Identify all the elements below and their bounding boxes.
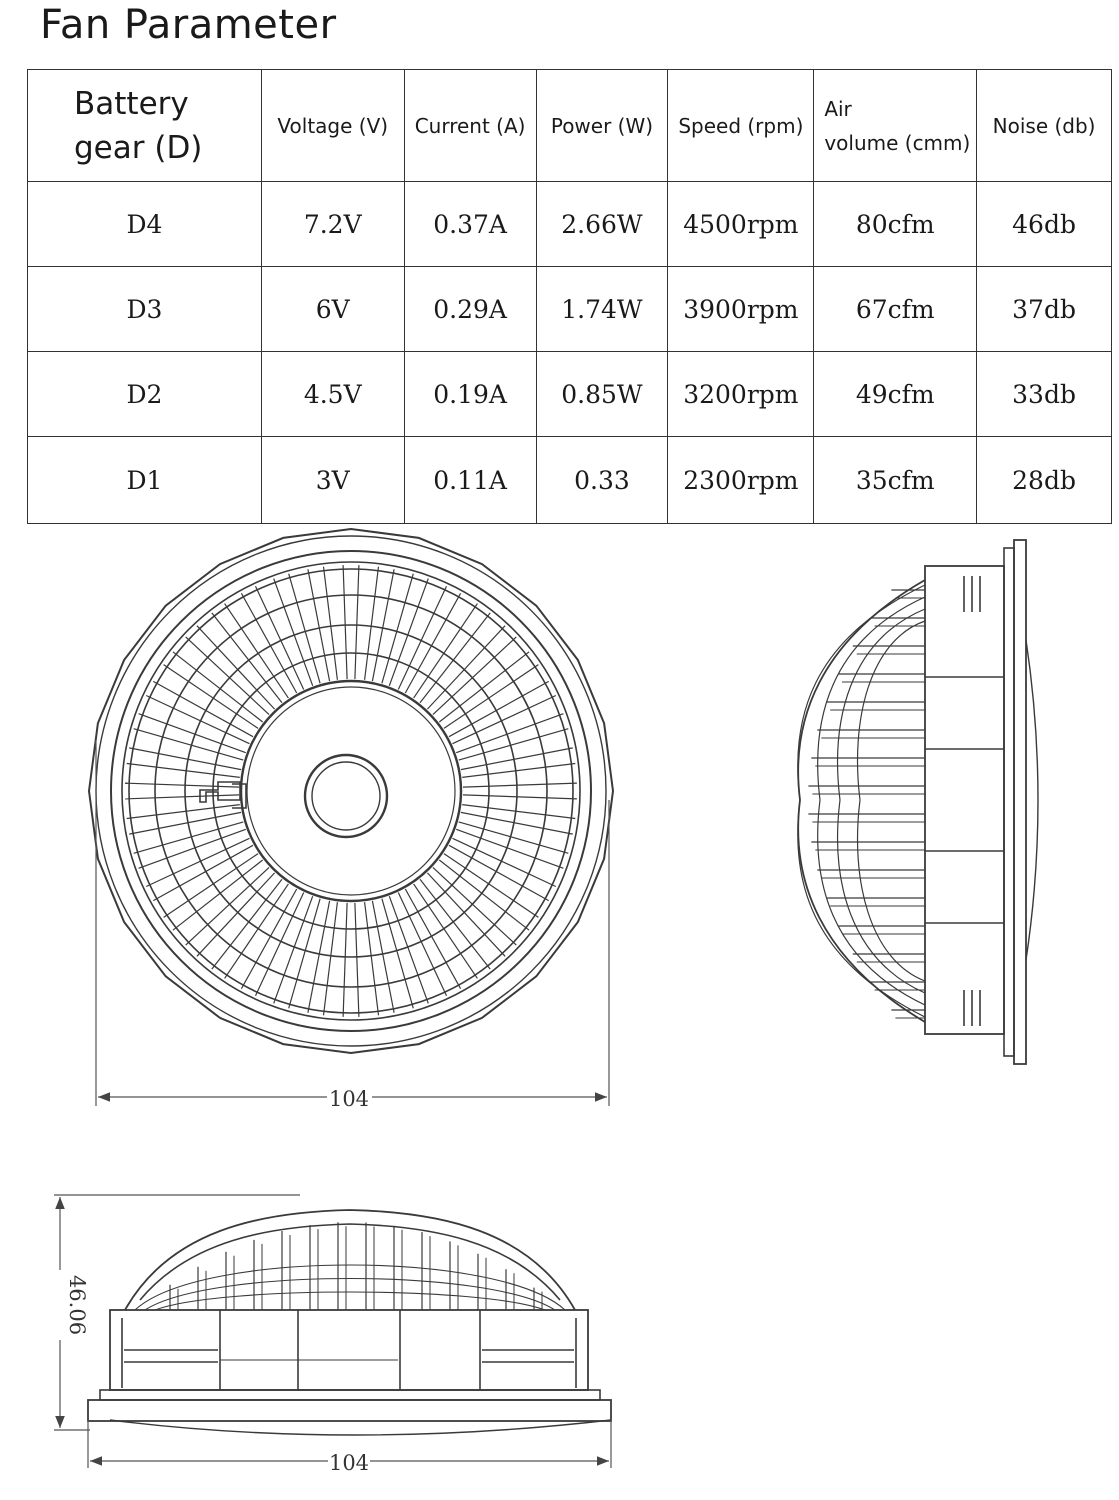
cell-speed: 3200rpm [668,352,814,437]
cell-noise: 37db [977,267,1112,352]
page-title: Fan Parameter [40,2,337,48]
header-air-volume: Air volume (cmm) [814,70,977,182]
cell-current: 0.37A [404,182,536,267]
front-width-label: 104 [328,1087,370,1111]
header-noise: Noise (db) [977,70,1112,182]
cell-noise: 28db [977,437,1112,524]
header-power: Power (W) [536,70,668,182]
side-view [798,540,1038,1064]
bottom-grill-ribs [135,1222,565,1310]
cell-power: 0.85W [536,352,668,437]
cell-air-volume: 67cfm [814,267,977,352]
cell-voltage: 4.5V [261,352,404,437]
header-current: Current (A) [404,70,536,182]
cell-noise: 46db [977,182,1112,267]
cell-voltage: 3V [261,437,404,524]
cell-gear: D1 [28,437,262,524]
cell-voltage: 6V [261,267,404,352]
cell-speed: 4500rpm [668,182,814,267]
cell-noise: 33db [977,352,1112,437]
cell-current: 0.19A [404,352,536,437]
cell-speed: 2300rpm [668,437,814,524]
cell-power: 0.33 [536,437,668,524]
cell-speed: 3900rpm [668,267,814,352]
side-grill-ribs [798,585,925,1018]
header-battery-gear: Battery gear (D) [28,70,262,182]
cell-power: 2.66W [536,182,668,267]
header-speed: Speed (rpm) [668,70,814,182]
cell-gear: D3 [28,267,262,352]
cell-air-volume: 35cfm [814,437,977,524]
bottom-dimensions [54,1195,611,1468]
cell-gear: D2 [28,352,262,437]
bottom-height-label: 46.06 [65,1274,89,1336]
front-view [89,529,613,1053]
cell-voltage: 7.2V [261,182,404,267]
cell-current: 0.29A [404,267,536,352]
bottom-width-label: 104 [328,1451,370,1475]
front-motor-hub [241,681,461,901]
cell-power: 1.74W [536,267,668,352]
cell-air-volume: 80cfm [814,182,977,267]
cell-current: 0.11A [404,437,536,524]
cell-air-volume: 49cfm [814,352,977,437]
cell-gear: D4 [28,182,262,267]
bottom-view [88,1210,611,1435]
header-voltage: Voltage (V) [261,70,404,182]
